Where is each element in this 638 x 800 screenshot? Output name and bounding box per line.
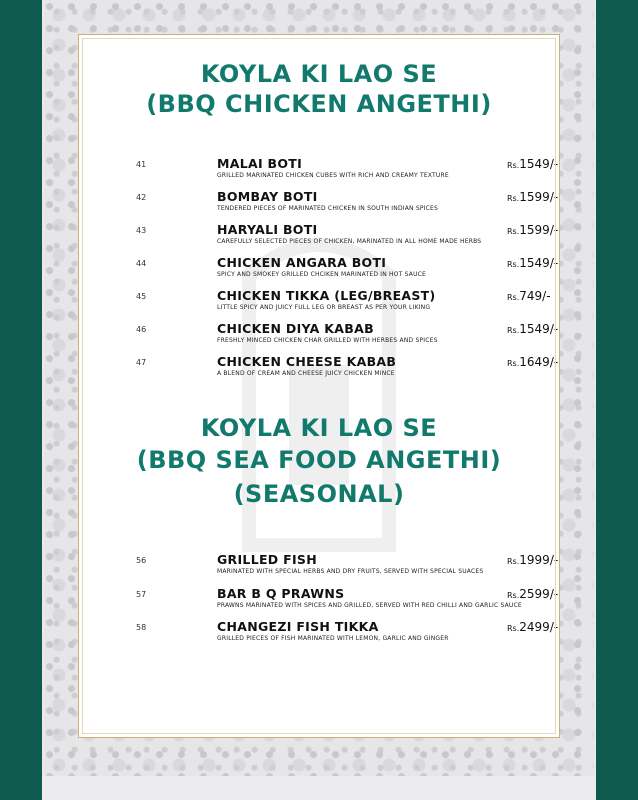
- item-number: 46: [136, 325, 147, 334]
- bottom-strip: [42, 776, 596, 800]
- item-number: 43: [136, 226, 147, 235]
- section1-title-line1: KOYLA KI LAO SE: [200, 60, 438, 88]
- menu-item-57: [79, 586, 559, 616]
- menu-item-42: [79, 189, 559, 219]
- menu-page: [78, 34, 560, 738]
- item-number: 44: [136, 259, 147, 268]
- item-number: 58: [136, 623, 147, 632]
- item-price: Rs.1549/-: [507, 322, 559, 336]
- item-price: Rs.1649/-: [507, 355, 559, 369]
- ornamental-border: [44, 0, 594, 776]
- item-description: PRAWNS MARINATED WITH SPICES AND GRILLED, SERVED WITH RED CHILLI AND GARLIC SAUCE: [217, 602, 522, 609]
- section1-title-line2: (BBQ CHICKEN ANGETHI): [146, 90, 492, 118]
- item-number: 57: [136, 590, 147, 599]
- item-number: 47: [136, 358, 147, 367]
- item-price: Rs.1549/-: [507, 256, 559, 270]
- item-description: MARINATED WITH SPECIAL HERBS AND DRY FRUITS, SERVED WITH SPECIAL SUACES: [217, 568, 484, 575]
- menu-item-41: [79, 156, 559, 186]
- item-number: 42: [136, 193, 147, 202]
- item-price: Rs.749/-: [507, 289, 551, 303]
- item-name: CHICKEN TIKKA (LEG/BREAST): [217, 288, 436, 303]
- item-number: 45: [136, 292, 147, 301]
- item-description: CAREFULLY SELECTED PIECES OF CHICKEN, MARINATED IN ALL HOME MADE HERBS: [217, 238, 482, 245]
- item-name: HARYALI BOTI: [217, 222, 318, 237]
- item-description: LITTLE SPICY AND JUICY FULL LEG OR BREAST AS PER YOUR LIKING: [217, 304, 431, 311]
- item-price: Rs.1599/-: [507, 223, 559, 237]
- section2-title-line1: KOYLA KI LAO SE: [200, 414, 438, 442]
- item-number: 41: [136, 160, 147, 169]
- menu-item-47: [79, 354, 559, 384]
- item-name: CHICKEN DIYA KABAB: [217, 321, 374, 336]
- item-price: Rs.1999/-: [507, 553, 559, 567]
- menu-item-44: [79, 255, 559, 285]
- item-description: GRILLED MARINATED CHICKEN CUBES WITH RICH AND CREAMY TEXTURE: [217, 172, 449, 179]
- item-price: Rs.1549/-: [507, 157, 559, 171]
- item-name: CHICKEN ANGARA BOTI: [217, 255, 387, 270]
- watermark-logo: [229, 215, 409, 595]
- menu-item-43: [79, 222, 559, 252]
- menu-item-46: [79, 321, 559, 351]
- item-description: A BLEND OF CREAM AND CHEESE JUICY CHICKEN MINCE: [217, 370, 395, 377]
- item-name: CHANGEZI FISH TIKKA: [217, 619, 379, 634]
- item-price: Rs.2499/-: [507, 620, 559, 634]
- item-name: MALAI BOTI: [217, 156, 303, 171]
- item-number: 56: [136, 556, 147, 565]
- item-name: GRILLED FISH: [217, 552, 317, 567]
- menu-item-56: [79, 552, 559, 582]
- menu-item-45: [79, 288, 559, 318]
- item-description: SPICY AND SMOKEY GRILLED CHCIKEN MARINATED IN HOT SAUCE: [217, 271, 427, 278]
- section2-title-line2: (BBQ SEA FOOD ANGETHI): [136, 446, 502, 474]
- menu-sheet: [42, 0, 596, 800]
- item-name: CHICKEN CHEESE KABAB: [217, 354, 397, 369]
- item-description: TENDERED PIECES OF MARINATED CHICKEN IN SOUTH INDIAN SPICES: [217, 205, 439, 212]
- item-price: Rs.2599/-: [507, 587, 559, 601]
- item-name: BOMBAY BOTI: [217, 189, 318, 204]
- item-description: FRESHLY MINCED CHICKEN CHAR GRILLED WITH HERBES AND SPICES: [217, 337, 438, 344]
- item-name: BAR B Q PRAWNS: [217, 586, 345, 601]
- item-price: Rs.1599/-: [507, 190, 559, 204]
- menu-item-58: [79, 619, 559, 649]
- section2-title-line3: (SEASONAL): [233, 480, 405, 508]
- item-description: GRILLED PIECES OF FISH MARINATED WITH LEMON, GARLIC AND GINGER: [217, 635, 449, 642]
